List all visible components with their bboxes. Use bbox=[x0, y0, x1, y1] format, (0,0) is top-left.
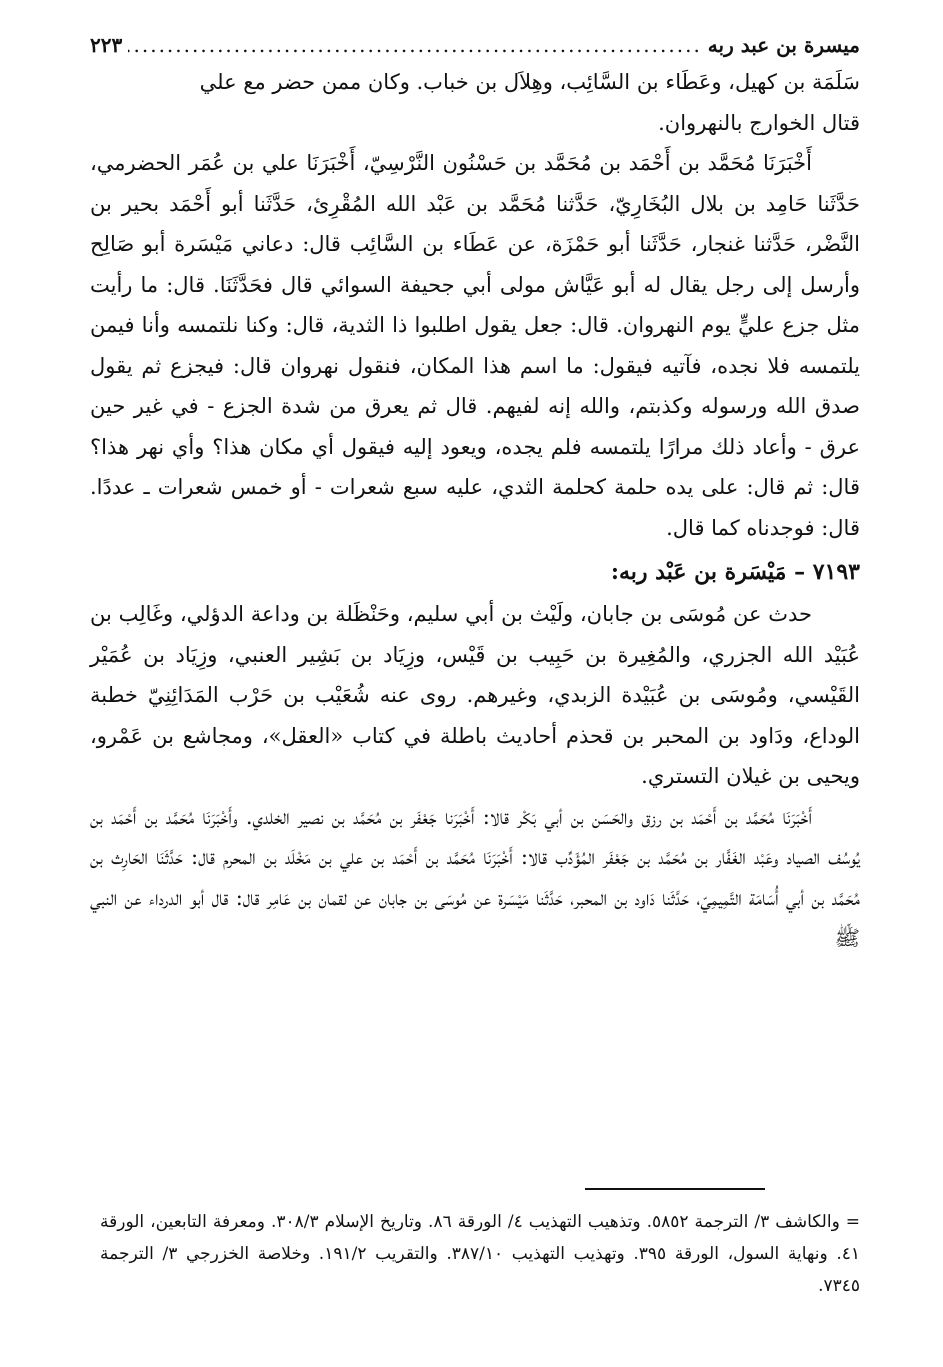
text-line: وغَالِب بن عُبَيْد الله الجزري، والمُغِيرة بن حَبِيب بن قَيْس، وزِيَاد بن بَشِير العنبي، bbox=[90, 602, 861, 667]
text-line: مَيْسَرة عن مُوسَى بن جابان عن لقمان بن عَامِر قال: قال أبو الدرداء عن النبي ﷺ bbox=[90, 885, 860, 950]
book-page bbox=[90, 28, 860, 959]
paragraph-isnad bbox=[90, 143, 860, 548]
footnote-line: والتقريب ١٩١/٢. وخلاصة الخزرجي ٣/ الترجمة ٧٣٤٥. bbox=[100, 1244, 860, 1296]
text-line: قتال الخوارج بالنهروان. bbox=[658, 110, 860, 135]
entry-name: مَيْسَرة بن عَبْد ربه: bbox=[610, 559, 787, 585]
text-line: وزِيَاد بن عُمَيْر القَيْسي، ومُوسَى بن عُبَيْدة الزبدي، وغيرهم. روى عنه شُعَيْب بن bbox=[90, 642, 860, 707]
leader-dots bbox=[128, 28, 702, 62]
text-line: حدث عن مُوسَى بن جابان، ولَيْث بن أبي سليم، وحَنْظَلة بن وداعة الدؤلي، bbox=[179, 602, 813, 626]
text-line: أَخْبَرَنَا مُحَمَّد بن أَحْمَد بن رزق والحَسَن بن أبي بَكْر قالا: أَخْبَرَنا جَعْفَر بن bbox=[389, 804, 812, 829]
text-line: فلم يجده، ويعود إليه فيقول أي مكان هذا؟ وأي نهر هذا؟ قال: ثم قال: على يده bbox=[90, 434, 860, 499]
text-line: دعاني مَيْسَرة أبو صَالِح وأرسل إلى رجل يقال له أبو عَيَّاش مولى أبي جحيفة السوائي bbox=[90, 232, 860, 297]
text-line: حَرْب المَدَائِنِيّ خطبة الوداع، ودَاود بن المحبر بن قحذم أحاديث باطلة في كتاب bbox=[90, 683, 860, 748]
text-line: كما قال. bbox=[666, 515, 740, 540]
text-line: المكان، فنقول نهروان قال: فيجزع ثم يقول صدق الله ورسوله وكذبتم، والله إنه bbox=[90, 353, 860, 418]
text-line: سَلَمَة بن كهيل، وعَطَاء بن السَّائِب، وهِلاَل بن خباب. وكان ممن حضر مع علي bbox=[199, 70, 860, 94]
text-line: قال فحَدَّثَنَا. قال: ما رأيت مثل جزع عليٍّ يوم النهروان. قال: جعل يقول اطلبوا bbox=[90, 272, 860, 337]
footnote-line: = والكاشف ٣/ الترجمة ٥٨٥٢. وتذهيب التهذيب ٤/ الورقة ٨٦. وتاريخ الإسلام ٣٠٨/٣. bbox=[270, 1212, 861, 1232]
text-line: مُحَمَّد بن جَعْفَر المُؤَدِّب قالا: أَخْبَرَنَا مُحَمَّد بن أَحْمَد بن علي بن مَخْلَد بن المحرم bbox=[223, 845, 687, 869]
entry-number: ٧١٩٣ bbox=[812, 559, 860, 585]
entry-heading bbox=[90, 550, 860, 594]
paragraph-continuation bbox=[90, 62, 860, 143]
main-text bbox=[90, 62, 860, 959]
text-line: لفيهم. قال ثم يعرق من شدة الجزع - في غير حين عرق - وأعاد ذلك مرارًا يلتمسه bbox=[90, 394, 861, 459]
text-line: حلمة كحلمة الثدي، عليه سبع شعرات - أو خمس شعرات ـ عددًا. قال: فوجدناه bbox=[90, 475, 860, 540]
footnote-divider bbox=[585, 1188, 765, 1190]
entry-dash: – bbox=[794, 559, 806, 585]
text-line: أَخْبَرَنَا مُحَمَّد بن أَحْمَد بن مُحَمَّد بن حَسْنُون النَّرْسِيّ، أَخْبَرَنَا علي بن عُمَر bbox=[188, 151, 812, 175]
footnote-line: ومعرفة التابعين، الورقة ٤١. ونهاية السول، الورقة ٣٩٥. وتهذيب التهذيب ٣٨٧/١٠. bbox=[100, 1212, 860, 1264]
text-line: الحضرمي، حَدَّثَنا حَامِد بن بلال البُخَارِيّ، حَدَّثنا مُحَمَّد بن عَبْد الله المُقْرِئ، حَدَّثَنا bbox=[90, 151, 860, 216]
text-line: مُحَمَّد بن نصير الخلدي. وأَخْبَرَنَا مُحَمَّد بن أَحْمَد بن يُوسُف الصياد وعَبْد الغَفَّار بن bbox=[90, 804, 860, 869]
running-title: ميسرة بن عبد ربه bbox=[707, 33, 860, 57]
text-line: «العقل»، ومجاشع بن عَمْرو، ويحيى بن غيلان التستري. bbox=[90, 723, 860, 788]
running-header bbox=[90, 28, 860, 62]
text-line: ذا الثدية، قال: وكنا نلتمسه وأنا فيمن يلتمسه فلا نجده، فآتيه فيقول: ما اسم هذا bbox=[90, 313, 860, 378]
text-line: قال: حَدَّثَنَا الحَارِث بن مُحَمَّد بن أبي أُسَامَة التَّمِيمِيّ، حَدَّثَنا دَاود بن المحبر، حَدَّثَنا bbox=[90, 845, 860, 910]
text-line: أبو أَحْمَد بحير بن النَّضْر، حَدَّثنا غنجار، حَدَّثَنا أبو حَمْزَة، عن عَطَاء بن السَّائِب قال: bbox=[90, 191, 860, 256]
page-number: ٢٢٣ bbox=[90, 33, 123, 57]
paragraph-biography bbox=[90, 594, 860, 797]
footnotes bbox=[100, 1206, 860, 1302]
footnote-text bbox=[100, 1206, 860, 1302]
paragraph-hadith-chain bbox=[90, 797, 860, 959]
